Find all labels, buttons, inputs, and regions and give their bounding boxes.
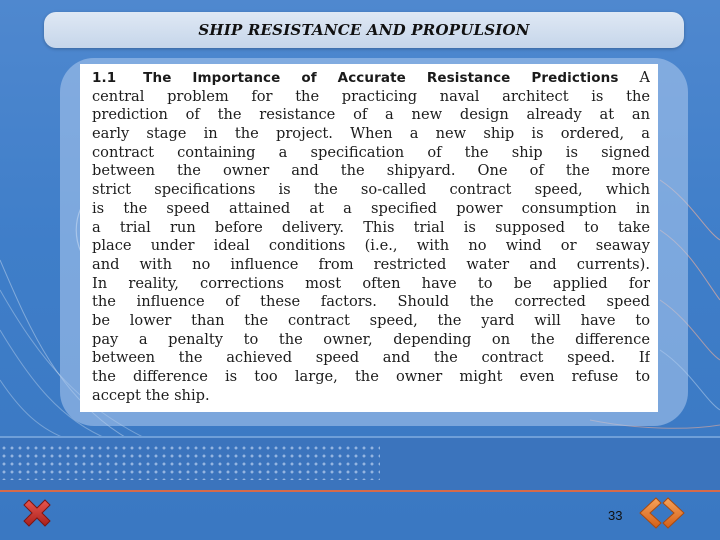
paragraph-line: and with no influence from restricted water and currents). (92, 255, 650, 273)
paragraph-line: strict specifications is the so-called contract speed, which (92, 181, 650, 199)
paragraph-line: the influence of these factors. Should the corrected speed (92, 293, 650, 311)
dot-pattern (0, 444, 380, 480)
chevron-left-icon[interactable] (634, 494, 662, 532)
x-icon[interactable] (20, 496, 54, 530)
paragraph-line: is the speed attained at a specified power consumption in (92, 199, 650, 217)
paragraph-line: the difference is too large, the owner might even refuse to (92, 368, 650, 385)
paragraph-line: between the achieved speed and the contract speed. If (92, 349, 650, 367)
paragraph-line: accept the ship. (92, 386, 210, 404)
paragraph-line: contract containing a specification of the ship is signed (92, 143, 650, 161)
paragraph-line: be lower than the contract speed, the yard will have to (92, 311, 650, 329)
first-line-tail: A (639, 69, 650, 86)
paragraph-line: central problem for the practicing naval architect is the (92, 87, 650, 105)
section-number: 1.1 (92, 70, 117, 86)
paragraph-line: prediction of the resistance of a new design already at an (92, 106, 650, 124)
section-title: The Importance of Accurate Resistance Predictions (143, 70, 619, 86)
document-excerpt (80, 64, 658, 412)
section-heading (92, 70, 639, 86)
paragraph-line: pay a penalty to the owner, depending on the difference (92, 330, 650, 348)
page-number: 33 (608, 508, 623, 523)
slide-title: SHIP RESISTANCE AND PROPULSION (198, 21, 530, 39)
paragraph-line: a trial run before delivery. This trial is supposed to take (92, 218, 650, 236)
document-first-line (92, 69, 650, 88)
slide-title-bar (44, 12, 684, 48)
paragraph-line: between the owner and the shipyard. One of the more (92, 162, 650, 180)
paragraph-line: early stage in the project. When a new ship is ordered, a (92, 125, 650, 143)
paragraph-line: In reality, corrections most often have to be applied for (92, 274, 650, 292)
chevron-right-icon[interactable] (662, 494, 690, 532)
paragraph-line: place under ideal conditions (i.e., with no wind or seaway (92, 237, 650, 255)
